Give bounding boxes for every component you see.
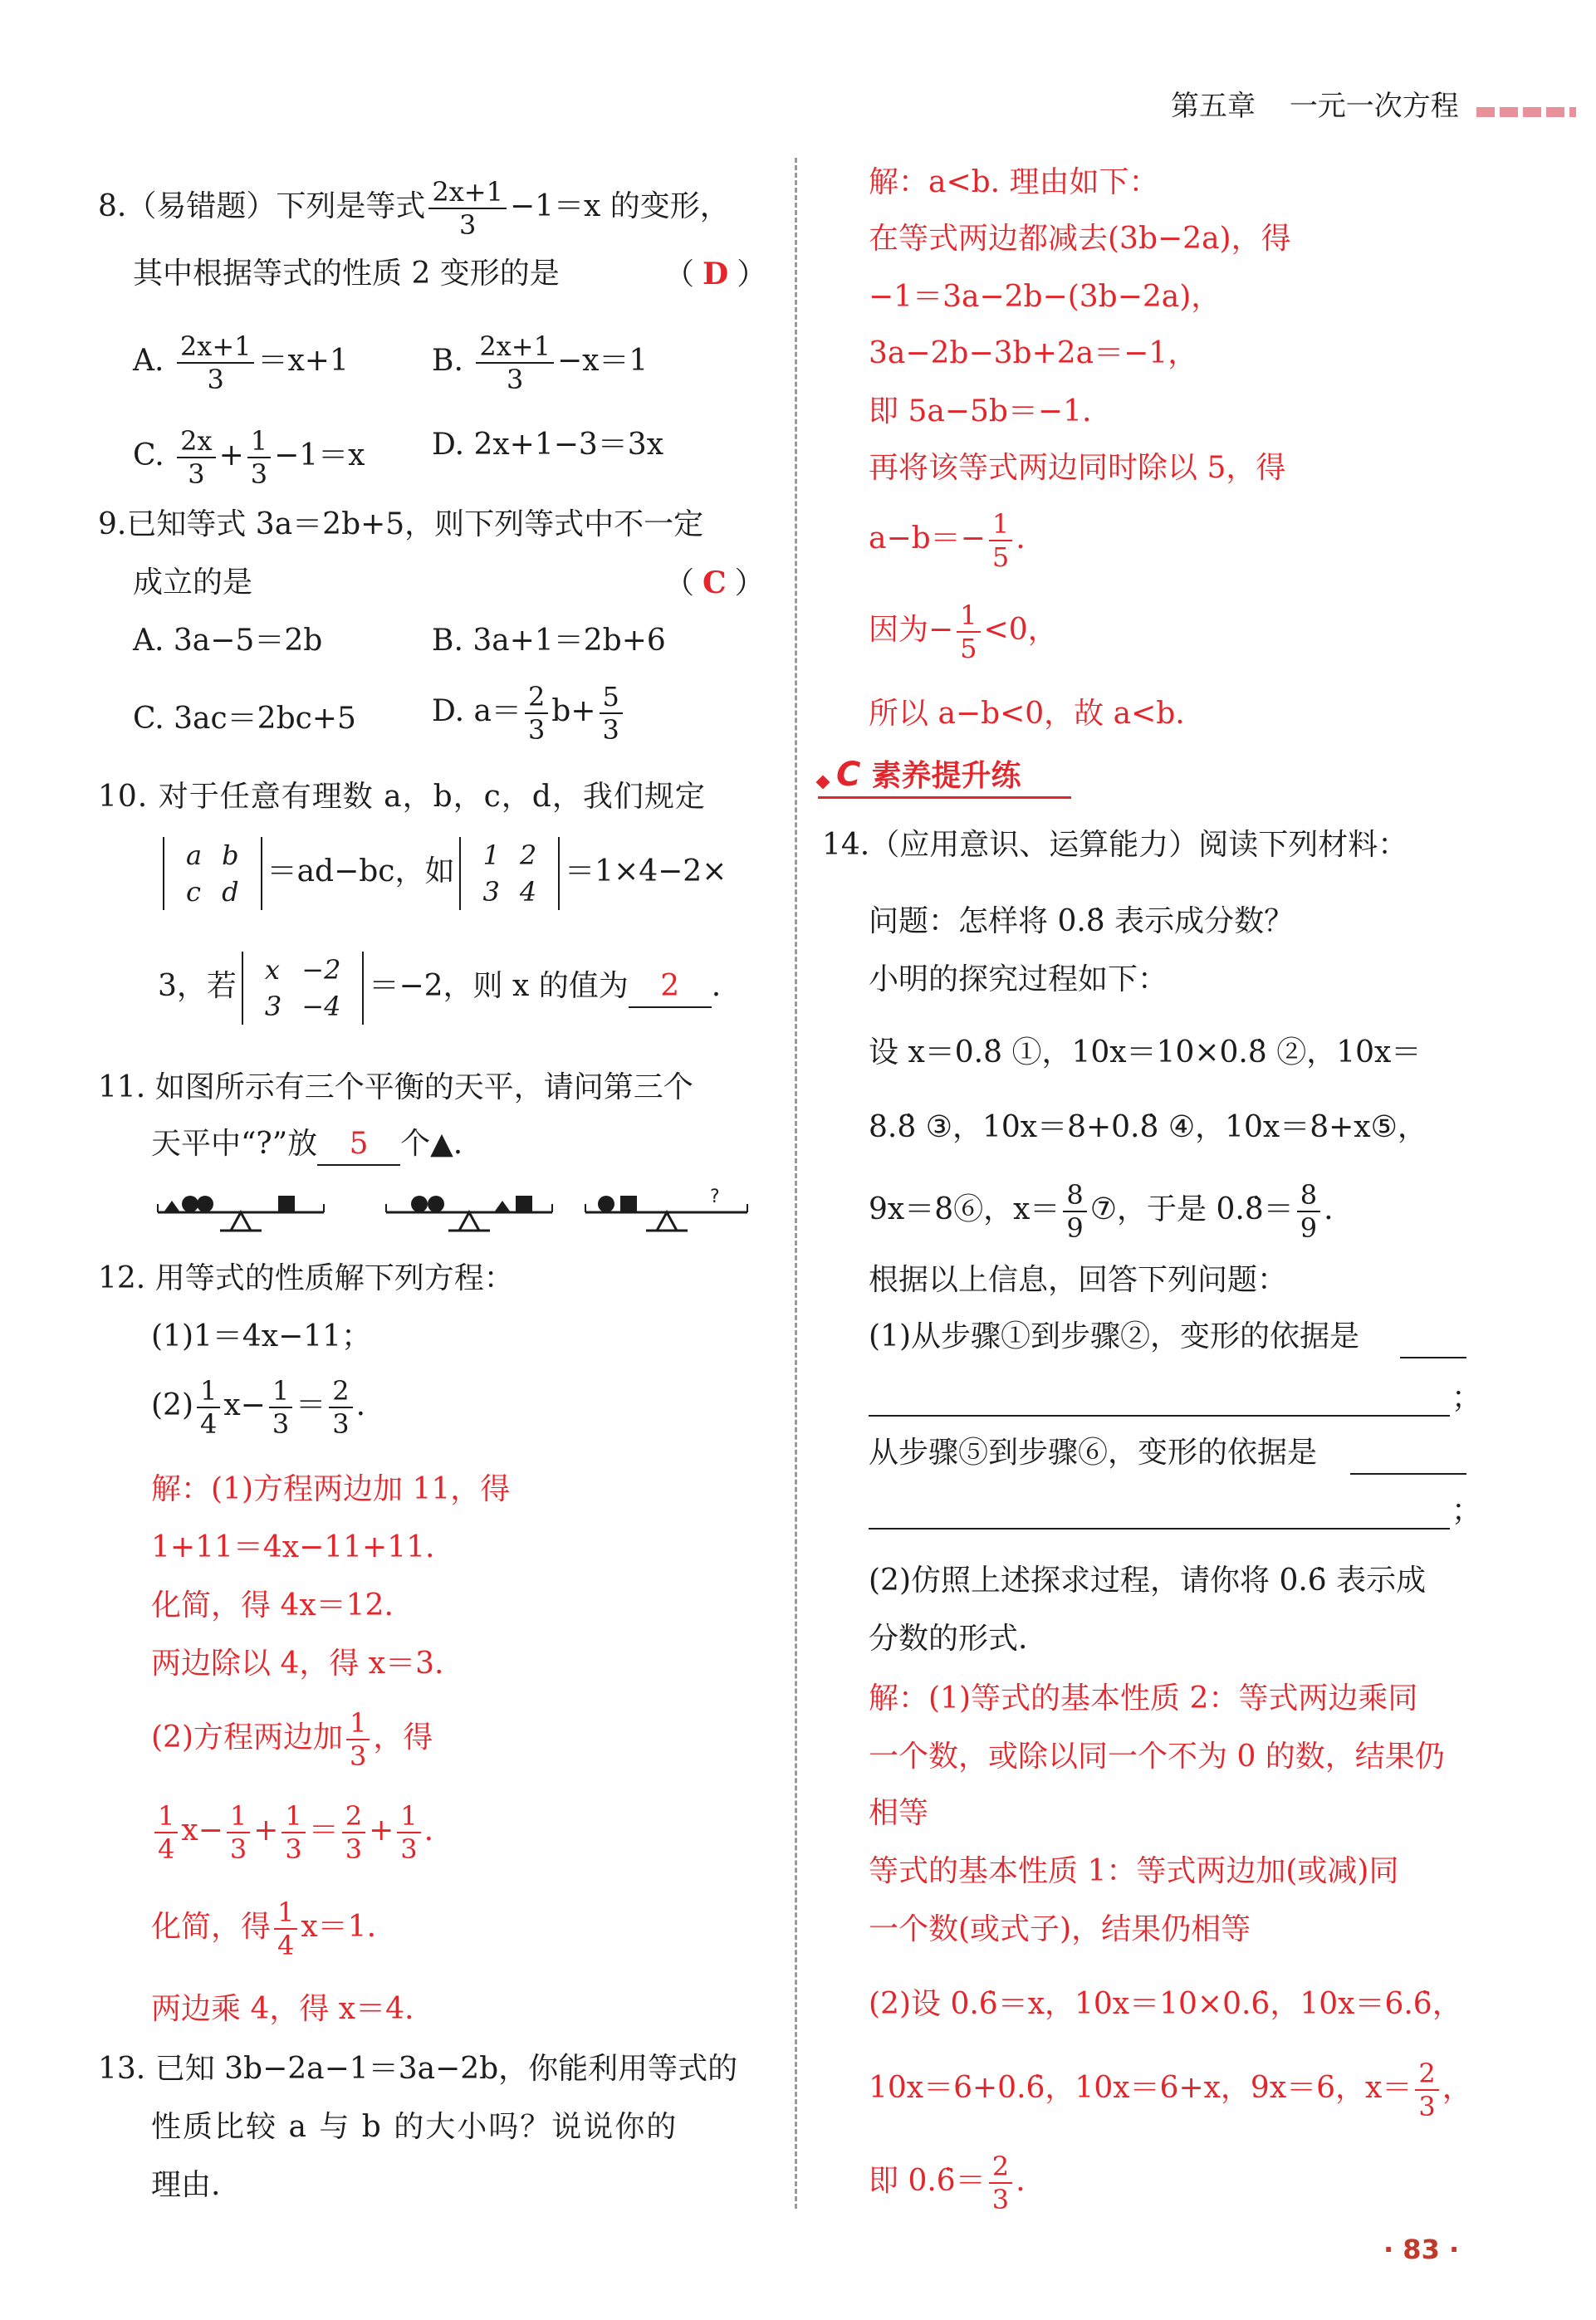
q10-definition: a b c d ＝ad−bc，如 1 2 3 4 ＝1×4−2× xyxy=(158,837,727,910)
q13-solution-9: 所以 a−b<0，故 a<b. xyxy=(869,697,1185,731)
q14-solution-2: 一个数，或除以同一个不为 0 的数，结果仍 xyxy=(869,1740,1445,1774)
balance-scales-figure xyxy=(154,1179,751,1246)
q8-stem: 8.（易错题）下列是等式 $\frac{2x+1}{3}$ −1＝x 的变形， xyxy=(98,176,730,241)
q8-line2: 其中根据等式的性质 2 变形的是 xyxy=(133,257,560,291)
q12-solution-1: 解：(1)方程两边加 11，得 xyxy=(151,1472,511,1506)
q9-line2: 成立的是 xyxy=(133,565,253,600)
balance-scale-1 xyxy=(158,1196,324,1231)
q14-solution-8: 即 0.6̇＝ $\frac{2}{3}$ . xyxy=(869,2151,1026,2215)
q12-solution-6: $\frac{1}{4}$ x− $\frac{1}{3}$ + $\frac{1}{3}$ ＝ $\frac{2}{3}$ + $\frac{1}{3}$ . xyxy=(151,1800,433,1865)
q12-solution-8: 两边乘 4，得 x＝4. xyxy=(151,1992,414,2026)
q10-answer: 2 xyxy=(629,967,712,1008)
q12-solution-3: 化简，得 4x＝12. xyxy=(151,1588,394,1623)
q14-blank-2a[interactable] xyxy=(1350,1473,1466,1475)
q14-line10: (2)仿照上述探求过程，请你将 0.6̇ 表示成 xyxy=(869,1564,1427,1598)
q12-solution-2: 1+11＝4x−11+11. xyxy=(151,1530,435,1564)
column-divider xyxy=(795,158,797,2209)
q9-option-c: C. 3ac＝2bc+5 xyxy=(133,702,356,736)
q14-solution-7: 10x＝6+0.6̇，10x＝6+x，9x＝6，x＝ $\frac{2}{3}$ ， xyxy=(869,2058,1472,2122)
determinant-1234: 1 2 3 4 xyxy=(459,837,560,910)
q13-line3: 理由. xyxy=(151,2168,221,2202)
q13-solution-4: 3a−2b−3b+2a＝−1， xyxy=(869,336,1198,370)
q9-stem: 9.已知等式 3a＝2b+5，则下列等式中不一定 xyxy=(98,507,704,541)
q14-solution-1: 解：(1)等式的基本性质 2：等式两边乘同 xyxy=(869,1681,1418,1716)
section-underline xyxy=(818,796,1071,799)
section-c-header xyxy=(818,752,1071,799)
q14-blank-2b[interactable] xyxy=(869,1528,1450,1530)
q9-answer-bracket: （ C ） xyxy=(664,565,765,600)
q13-solution-6: 再将该等式两边同时除以 5，得 xyxy=(869,451,1286,485)
balance-scale-3 xyxy=(585,1187,747,1231)
q8-option-d: D. 2x+1−3＝3x xyxy=(432,428,664,462)
q12-solution-5: (2)方程两边加 $\frac{1}{3}$ ，得 xyxy=(151,1707,433,1772)
q14-line11: 分数的形式. xyxy=(869,1622,1028,1656)
q12-stem: 12. 用等式的性质解下列方程： xyxy=(98,1261,514,1295)
section-title: 素养提升练 xyxy=(871,759,1021,793)
unknown-question-mark: ? xyxy=(710,1187,720,1207)
q9-answer: C xyxy=(703,565,727,600)
q13-solution-7: a−b＝− $\frac{1}{5}$ . xyxy=(869,508,1026,573)
page-number: · 83 · xyxy=(1383,2234,1460,2265)
q14-line3: 小明的探究过程如下： xyxy=(869,962,1168,996)
q8-option-a: A. $\frac{2x+1}{3}$ ＝x+1 xyxy=(133,330,349,395)
q13-solution-5: 即 5a−5b＝−1. xyxy=(869,394,1092,428)
q14-line9: 从步骤⑤到步骤⑥，变形的依据是 xyxy=(869,1436,1318,1470)
section-marker-icon xyxy=(816,775,830,789)
q12-solution-4: 两边除以 4，得 x＝3. xyxy=(151,1647,444,1681)
q14-solution-3: 相等 xyxy=(869,1796,929,1830)
q14-solution-5: 一个数(或式子)，结果仍相等 xyxy=(869,1912,1251,1946)
q11-stem: 11. 如图所示有三个平衡的天平，请问第三个 xyxy=(98,1070,693,1104)
q14-line6: 9x＝8⑥，x＝ $\frac{8}{9}$ ⑦，于是 0.8̇＝ $\frac{8}{9}$ . xyxy=(869,1179,1334,1244)
q13-line2: 性质比较 a 与 b 的大小吗？说说你的 xyxy=(151,2110,678,2144)
q13-solution-3: −1＝3a−2b−(3b−2a)， xyxy=(869,280,1221,314)
balance-scale-2 xyxy=(386,1196,552,1231)
q14-semicolon-2: ； xyxy=(1452,1494,1482,1528)
q11-line2: 天平中“?”放 5 个▲. xyxy=(151,1124,463,1166)
q8-option-c: C. $\frac{2x}{3}$ + $\frac{1}{3}$ −1＝x xyxy=(133,425,365,490)
determinant-abcd: a b c d xyxy=(163,837,262,910)
section-letter: C xyxy=(836,756,861,794)
q8-answer: D xyxy=(703,257,729,291)
q14-solution-6: (2)设 0.6̇＝x，10x＝10×0.6̇，10x＝6.6̇， xyxy=(869,1987,1462,2021)
q9-option-a: A. 3a−5＝2b xyxy=(133,624,323,658)
q12-part1: (1)1＝4x−11； xyxy=(151,1319,372,1353)
page-header xyxy=(1171,83,1576,125)
chapter-title: 一元一次方程 xyxy=(1289,90,1459,123)
q13-solution-2: 在等式两边都减去(3b−2a)，得 xyxy=(869,222,1291,256)
chapter-label: 第五章 xyxy=(1171,90,1256,123)
q10-stem: 10. 对于任意有理数 a，b，c，d，我们规定 xyxy=(98,780,706,814)
q14-blank-1a[interactable] xyxy=(1400,1357,1466,1358)
q11-answer: 5 xyxy=(317,1124,400,1166)
determinant-x: x −2 3 −4 xyxy=(242,952,365,1025)
q14-line8: (1)从步骤①到步骤②，变形的依据是 xyxy=(869,1319,1359,1353)
q12-solution-7: 化简，得 $\frac{1}{4}$ x＝1. xyxy=(151,1897,377,1961)
q9-option-b: B. 3a+1＝2b+6 xyxy=(432,624,666,658)
header-decoration xyxy=(1476,91,1576,125)
q13-solution-1: 解：a<b. 理由如下： xyxy=(869,165,1159,199)
q13-stem: 13. 已知 3b−2a−1＝3a−2b，你能利用等式的 xyxy=(98,2052,738,2086)
q8-answer-bracket: （ D ） xyxy=(664,257,767,291)
q14-solution-4: 等式的基本性质 1：等式两边加(或减)同 xyxy=(869,1854,1399,1888)
q14-line7: 根据以上信息，回答下列问题： xyxy=(869,1263,1288,1297)
q14-semicolon-1: ； xyxy=(1452,1381,1482,1415)
q10-condition: 3，若 x −2 3 −4 ＝−2，则 x 的值为 2 . xyxy=(158,952,721,1025)
q14-stem: 14.（应用意识、运算能力）阅读下列材料： xyxy=(822,828,1408,862)
q14-line2: 问题：怎样将 0.8̇ 表示成分数？ xyxy=(869,904,1295,938)
q14-line5: 8.8̇ ③，10x＝8+0.8̇ ④，10x＝8+x⑤， xyxy=(869,1110,1427,1144)
q8-option-b: B. $\frac{2x+1}{3}$ −x＝1 xyxy=(432,330,649,395)
q9-option-d: D. a＝ $\frac{2}{3}$ b+ $\frac{5}{3}$ xyxy=(432,681,626,746)
q14-line4: 设 x＝0.8̇ ①，10x＝10×0.8̇ ②，10x＝ xyxy=(869,1035,1422,1069)
q13-solution-8: 因为− $\frac{1}{5}$ <0， xyxy=(869,600,1058,664)
q12-part2: (2) $\frac{1}{4}$ x− $\frac{1}{3}$ ＝ $\frac{2}{3}$ . xyxy=(151,1375,366,1440)
q14-blank-1b[interactable] xyxy=(869,1415,1450,1417)
